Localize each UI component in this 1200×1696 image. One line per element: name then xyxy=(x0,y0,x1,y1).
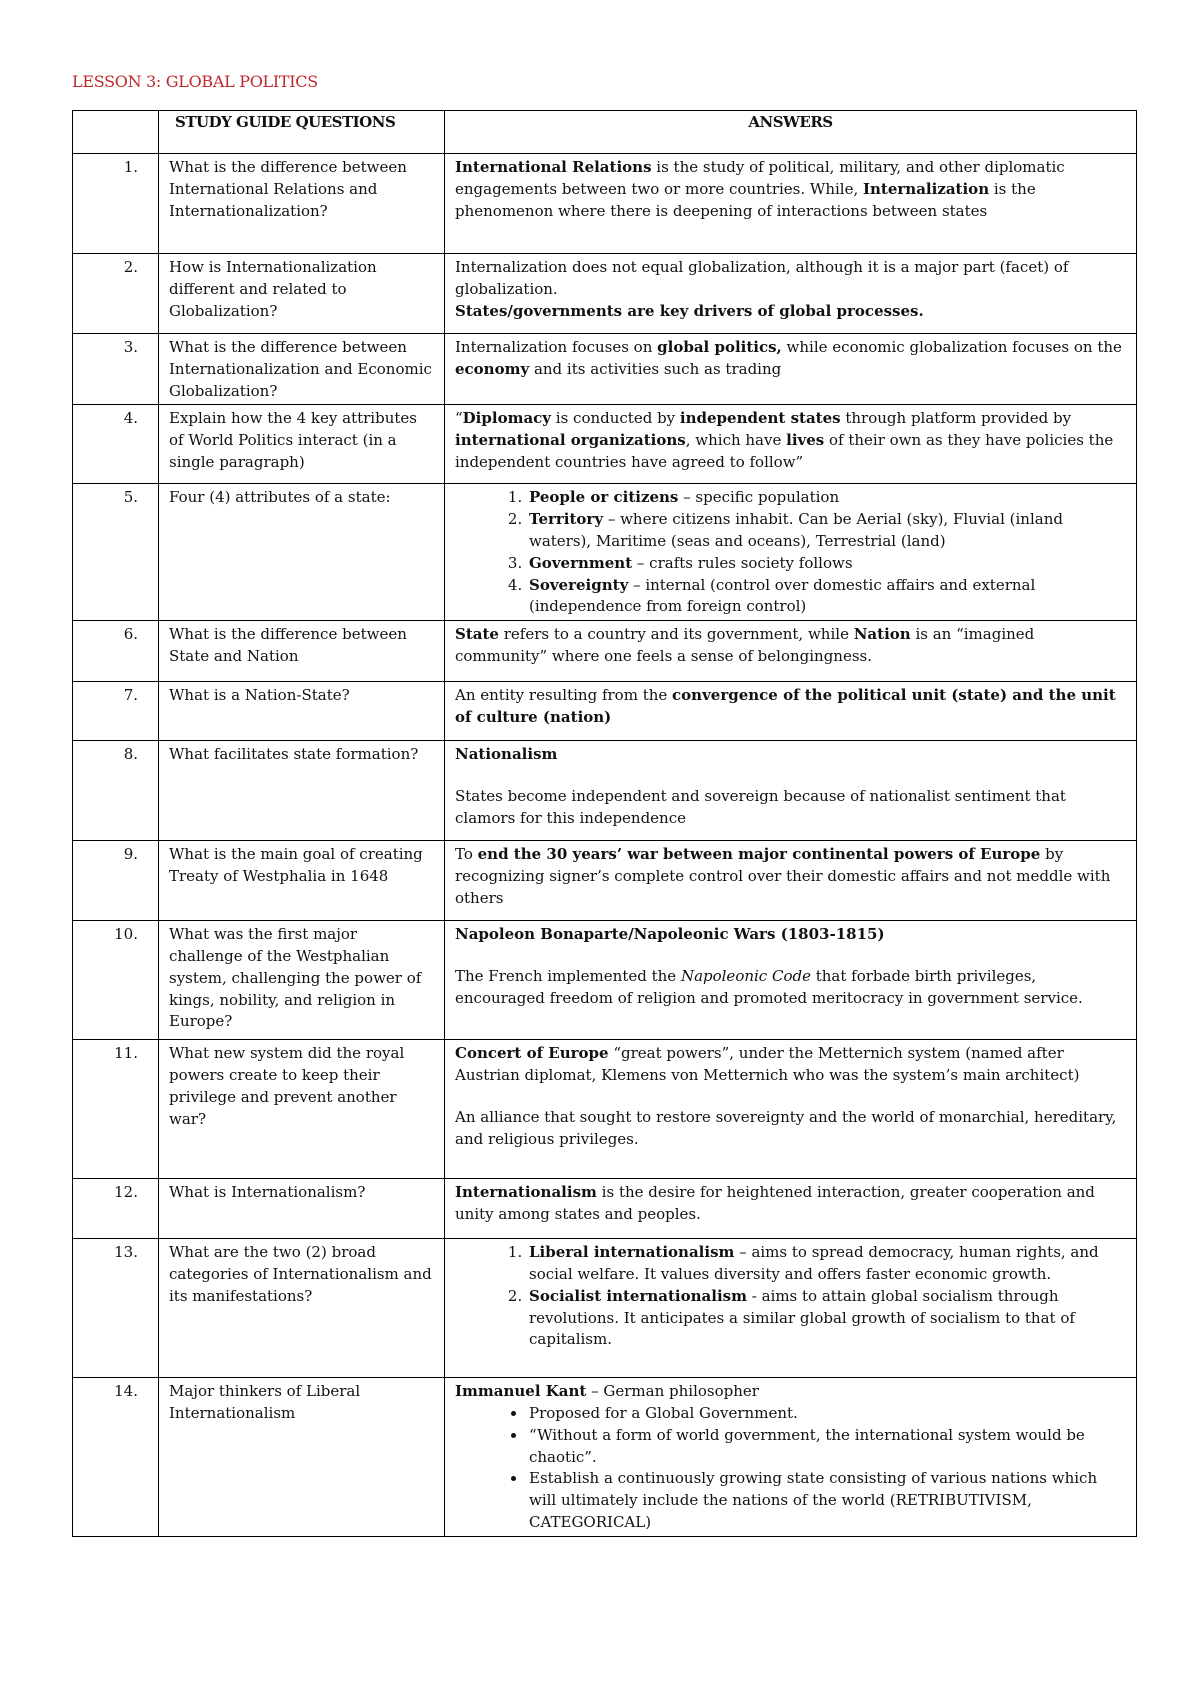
table-row xyxy=(73,1239,1137,1378)
list-item: 2. Territory – where citizens inhabit. Can be Aerial (sky), Fluvial (inland waters), Maritime (seas and oceans), Terrestrial (land) xyxy=(527,509,1126,553)
row-number: 3. xyxy=(73,334,159,405)
question-cell: What was the first major challenge of the Westphalian system, challenging the power of kings, nobility, and religion in Europe? xyxy=(159,921,445,1040)
bullet-list xyxy=(455,1403,1126,1534)
list-item: • Establish a continuously growing state consisting of various nations which will ultimately include the nations of the world (RETRIBUTIVISM, CATEGORICAL) xyxy=(527,1468,1126,1533)
row-number: 1. xyxy=(73,154,159,254)
question-cell: What is a Nation-State? xyxy=(159,682,445,741)
table-row xyxy=(73,741,1137,841)
answer-cell: An entity resulting from the convergence of the political unit (state) and the unit of culture (nation) xyxy=(445,682,1137,741)
answer-cell: To end the 30 years’ war between major continental powers of Europe by recognizing signer’s complete control over their domestic affairs and not meddle with others xyxy=(445,841,1137,921)
table-row xyxy=(73,841,1137,921)
numbered-list xyxy=(455,1242,1126,1351)
question-cell: What is the main goal of creating Treaty of Westphalia in 1648 xyxy=(159,841,445,921)
answer-cell: Immanuel Kant – German philosopher • Proposed for a Global Government. • “Without a form of world government, the international system would be chaotic”. • Establish a continuously growing state consisting of various nations which will ultimately include the nations of the world (RETRIBUTIVISM, CATEGORICAL) xyxy=(445,1378,1137,1537)
row-number: 11. xyxy=(73,1040,159,1179)
row-number: 12. xyxy=(73,1179,159,1239)
question-cell: What is the difference between International Relations and Internationalization? xyxy=(159,154,445,254)
question-cell: What new system did the royal powers create to keep their privilege and prevent another war? xyxy=(159,1040,445,1179)
numbered-list xyxy=(455,487,1126,618)
answer-cell: State refers to a country and its government, while Nation is an “imagined community” where one feels a sense of belongingness. xyxy=(445,621,1137,682)
lesson-title: LESSON 3: GLOBAL POLITICS xyxy=(72,72,318,91)
table-row xyxy=(73,484,1137,621)
table-row xyxy=(73,254,1137,334)
answer-cell: International Relations is the study of political, military, and other diplomatic engagements between two or more countries. While, Internalization is the phenomenon where there is deepening of interactions between states xyxy=(445,154,1137,254)
table-row xyxy=(73,405,1137,484)
answer-cell: Napoleon Bonaparte/Napoleonic Wars (1803-1815) The French implemented the Napoleonic Code that forbade birth privileges, encouraged freedom of religion and promoted meritocracy in government service. xyxy=(445,921,1137,1040)
question-cell: Major thinkers of Liberal Internationalism xyxy=(159,1378,445,1537)
question-cell: Four (4) attributes of a state: xyxy=(159,484,445,621)
list-item: 1. People or citizens – specific population xyxy=(527,487,1126,509)
answer-cell xyxy=(445,484,1137,621)
answer-cell: Internalization focuses on global politics, while economic globalization focuses on the economy and its activities such as trading xyxy=(445,334,1137,405)
header-number xyxy=(73,111,159,154)
question-cell: Explain how the 4 key attributes of World Politics interact (in a single paragraph) xyxy=(159,405,445,484)
row-number: 13. xyxy=(73,1239,159,1378)
answer-cell: Internationalism is the desire for heightened interaction, greater cooperation and unity among states and peoples. xyxy=(445,1179,1137,1239)
row-number: 8. xyxy=(73,741,159,841)
table-header-row xyxy=(73,111,1137,154)
row-number: 5. xyxy=(73,484,159,621)
row-number: 2. xyxy=(73,254,159,334)
question-cell: What is the difference between State and Nation xyxy=(159,621,445,682)
row-number: 6. xyxy=(73,621,159,682)
answer-cell: Concert of Europe “great powers”, under the Metternich system (named after Austrian diplomat, Klemens von Metternich who was the system’s main architect) An alliance that sought to restore sovereignty and the world of monarchial, hereditary, and religious privileges. xyxy=(445,1040,1137,1179)
question-cell: What are the two (2) broad categories of Internationalism and its manifestations? xyxy=(159,1239,445,1378)
table-row xyxy=(73,1040,1137,1179)
row-number: 7. xyxy=(73,682,159,741)
row-number: 14. xyxy=(73,1378,159,1537)
table-row xyxy=(73,334,1137,405)
list-item: • Proposed for a Global Government. xyxy=(527,1403,1126,1425)
list-item: • “Without a form of world government, the international system would be chaotic”. xyxy=(527,1425,1126,1469)
header-questions: STUDY GUIDE QUESTIONS xyxy=(159,111,445,154)
question-cell: What facilitates state formation? xyxy=(159,741,445,841)
row-number: 4. xyxy=(73,405,159,484)
row-number: 10. xyxy=(73,921,159,1040)
question-cell: What is Internationalism? xyxy=(159,1179,445,1239)
answer-cell: Internalization does not equal globalization, although it is a major part (facet) of globalization. States/governments are key drivers of global processes. xyxy=(445,254,1137,334)
table-row xyxy=(73,1179,1137,1239)
answer-cell: Nationalism States become independent and sovereign because of nationalist sentiment that clamors for this independence xyxy=(445,741,1137,841)
study-guide-table xyxy=(72,110,1137,1537)
list-item: 3. Government – crafts rules society follows xyxy=(527,553,1126,575)
answer-cell xyxy=(445,1239,1137,1378)
table-row xyxy=(73,621,1137,682)
question-cell: What is the difference between Internationalization and Economic Globalization? xyxy=(159,334,445,405)
table-row xyxy=(73,921,1137,1040)
list-item: 1. Liberal internationalism – aims to spread democracy, human rights, and social welfare. It values diversity and offers faster economic growth. xyxy=(527,1242,1126,1286)
table-row xyxy=(73,682,1137,741)
list-item: 2. Socialist internationalism - aims to attain global socialism through revolutions. It anticipates a similar global growth of socialism to that of capitalism. xyxy=(527,1286,1126,1351)
row-number: 9. xyxy=(73,841,159,921)
header-answers: ANSWERS xyxy=(445,111,1137,154)
table-row xyxy=(73,1378,1137,1537)
table-row xyxy=(73,154,1137,254)
question-cell: How is Internationalization different and related to Globalization? xyxy=(159,254,445,334)
answer-cell: “Diplomacy is conducted by independent states through platform provided by international organizations, which have lives of their own as they have policies the independent countries have agreed to follow” xyxy=(445,405,1137,484)
list-item: 4. Sovereignty – internal (control over domestic affairs and external (independence from foreign control) xyxy=(527,575,1126,619)
